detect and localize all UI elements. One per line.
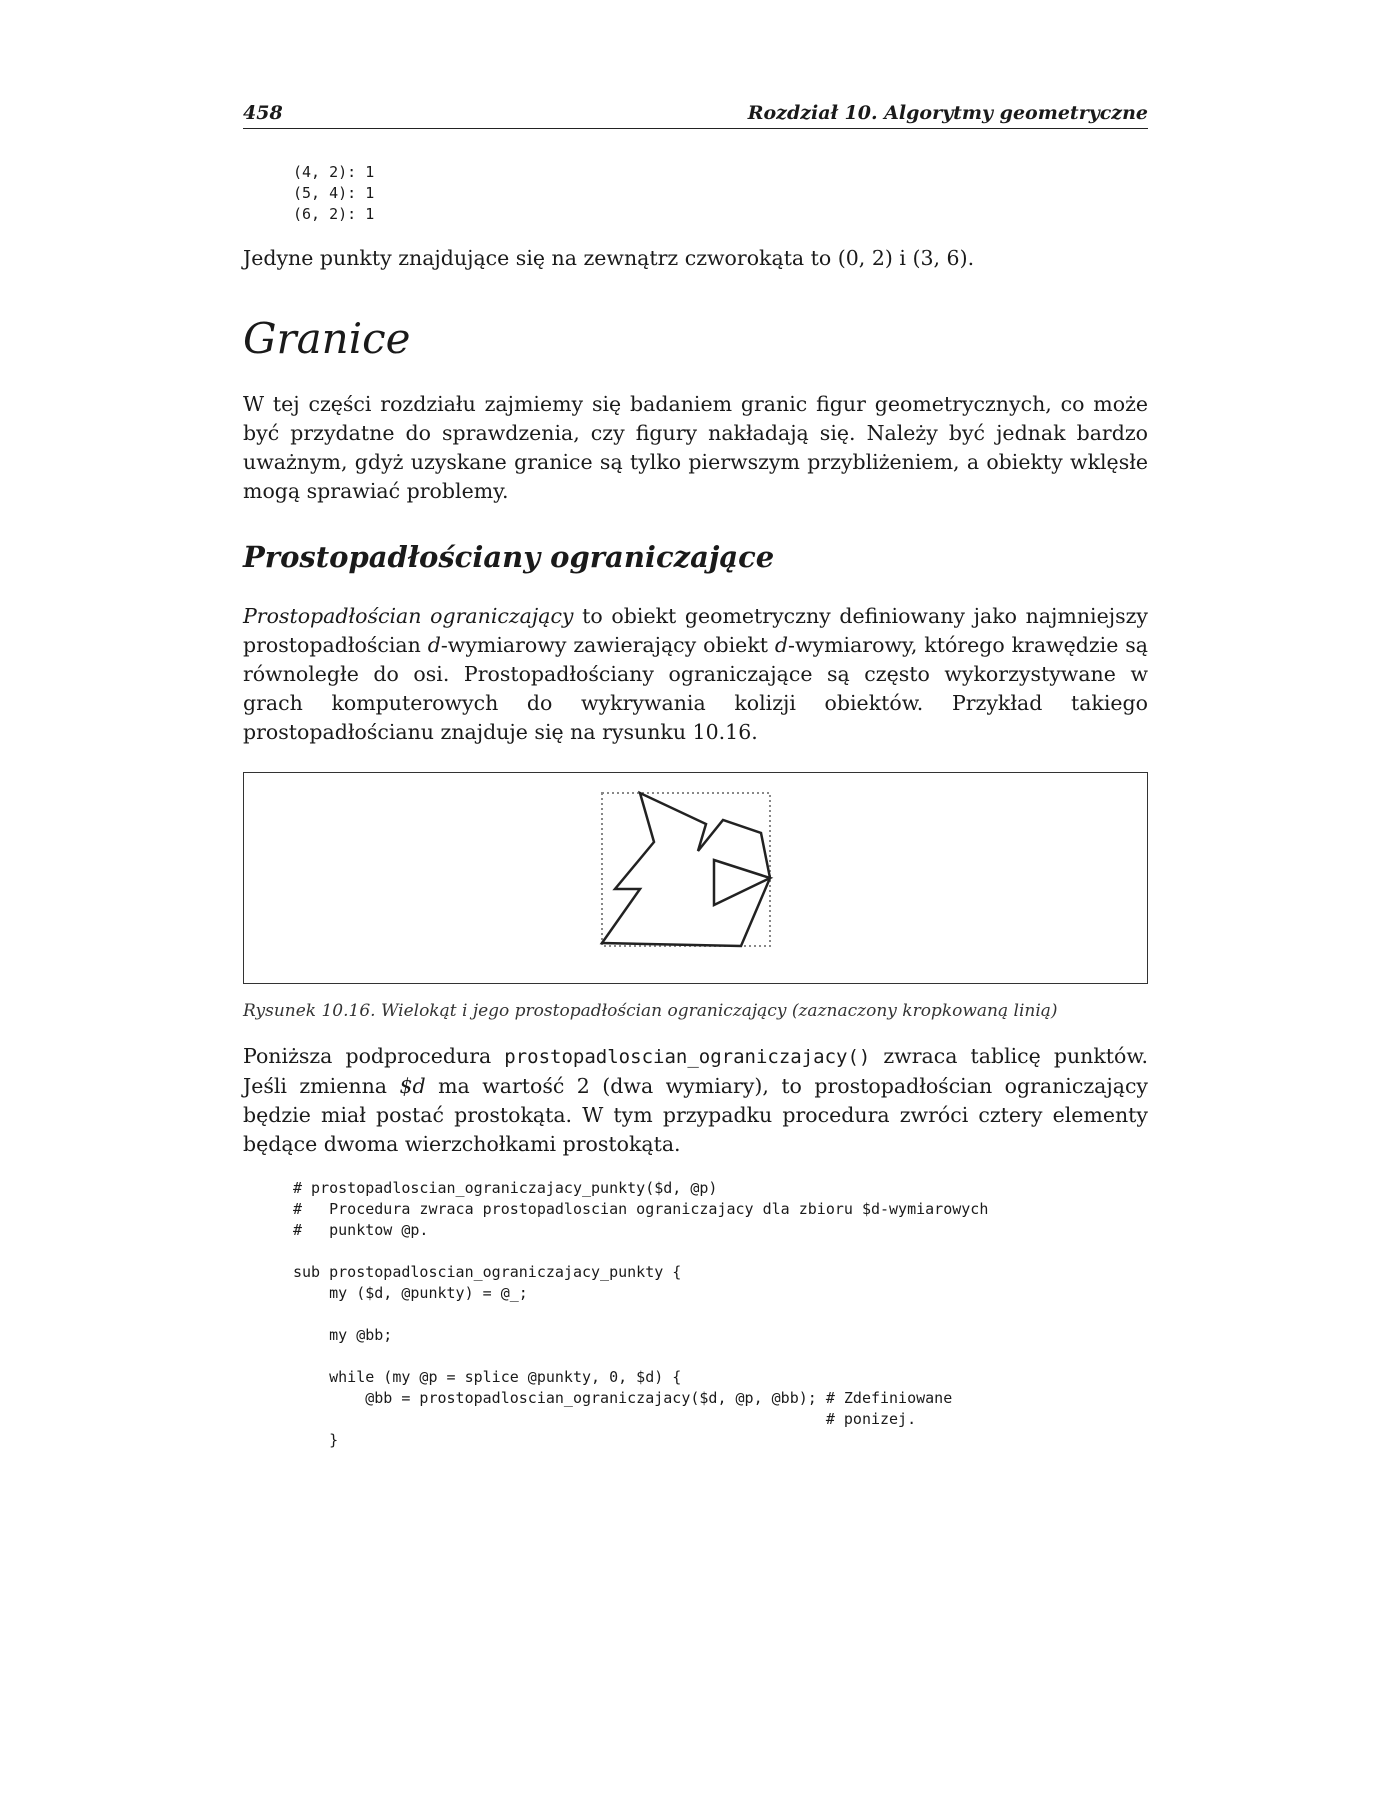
code-line: } xyxy=(293,1431,339,1449)
paragraph-bounding-box-definition: Prostopadłościan ograniczający to obiekt geometryczny definiowany jako najmniejszy prostopadłościan d-wymiarowy zawierający obiekt d-wymiarowy, którego krawędzie są równoległe do osi. Prostopadłościany ograniczające są często wykorzystywane w grach komputerowych do wykrywania kolizji obiektów. Przykład takiego prostopadłościanu znajduje się na rysunku 10.16. xyxy=(243,604,1149,744)
var-dollar-d: $d xyxy=(399,1074,426,1098)
inline-code: prostopadloscian_ograniczajacy() xyxy=(504,1046,871,1068)
term-bounding-box: Prostopadłościan ograniczający xyxy=(243,604,574,628)
paragraph-bounds-intro: W tej części rozdziału zajmiemy się badaniem granic figur geometrycznych, co może być przydatne do sprawdzenia, czy figury nakładają się. Należy być jednak bardzo uważnym, gdyż uzyskane granice są tylko pierwszym przybliżeniem, a obiekty wklęsłe mogą sprawiać problemy. xyxy=(243,392,1148,503)
paragraph-procedure-description: Poniższa podprocedura prostopadloscian_ograniczajacy() zwraca tablicę punktów. Jeśli zmienna $d ma wartość 2 (dwa wymiary), to prostopadłościan ograniczający będzie miał postać prostokąta. W tym przypadku procedura zwróci cztery elementy będące dwoma wierzchołkami prostokąta. xyxy=(243,1044,1149,1156)
subsection-title: Prostopadłościany ograniczające xyxy=(243,540,775,574)
code-line xyxy=(293,1346,988,1367)
code-line: (5, 4): 1 xyxy=(293,184,375,202)
figure-10-16 xyxy=(243,772,1148,984)
figure-caption: Rysunek 10.16. Wielokąt i jego prostopadłościan ograniczający (zaznaczony kropkowaną linią) xyxy=(243,1001,1058,1021)
page xyxy=(243,96,1149,1449)
code-line xyxy=(293,1241,988,1262)
var-d: d xyxy=(774,633,789,657)
code-line: my @bb; xyxy=(293,1326,393,1344)
code-output-block xyxy=(293,162,374,225)
code-line: sub prostopadloscian_ograniczajacy_punkty { xyxy=(293,1263,682,1281)
code-line: # punktow @p. xyxy=(293,1221,429,1239)
code-line: my ($d, @punkty) = @_; xyxy=(293,1284,528,1302)
chapter-title: Rozdział 10. Algorytmy geometryczne xyxy=(747,102,1148,124)
page-number: 458 xyxy=(243,102,283,124)
polygon-figure xyxy=(244,773,1146,982)
section-title: Granice xyxy=(243,314,411,363)
code-line: @bb = prostopadloscian_ograniczajacy($d, @p, @bb); # Zdefiniowane xyxy=(293,1389,953,1407)
code-line: while (my @p = splice @punkty, 0, $d) { xyxy=(293,1368,682,1386)
paragraph-outside-points: Jedyne punkty znajdujące się na zewnątrz czworokąta to (0, 2) i (3, 6). xyxy=(243,246,975,270)
code-line: # prostopadloscian_ograniczajacy_punkty($d, @p) xyxy=(293,1179,718,1197)
code-line: (6, 2): 1 xyxy=(293,205,375,223)
code-line: # Procedura zwraca prostopadloscian ograniczajacy dla zbioru $d-wymiarowych xyxy=(293,1200,989,1218)
code-line: (4, 2): 1 xyxy=(293,163,375,181)
running-header xyxy=(243,96,1148,129)
var-d: d xyxy=(427,633,441,657)
code-line xyxy=(293,1304,988,1325)
code-listing xyxy=(293,1178,988,1451)
code-line: # ponizej. xyxy=(293,1410,917,1428)
